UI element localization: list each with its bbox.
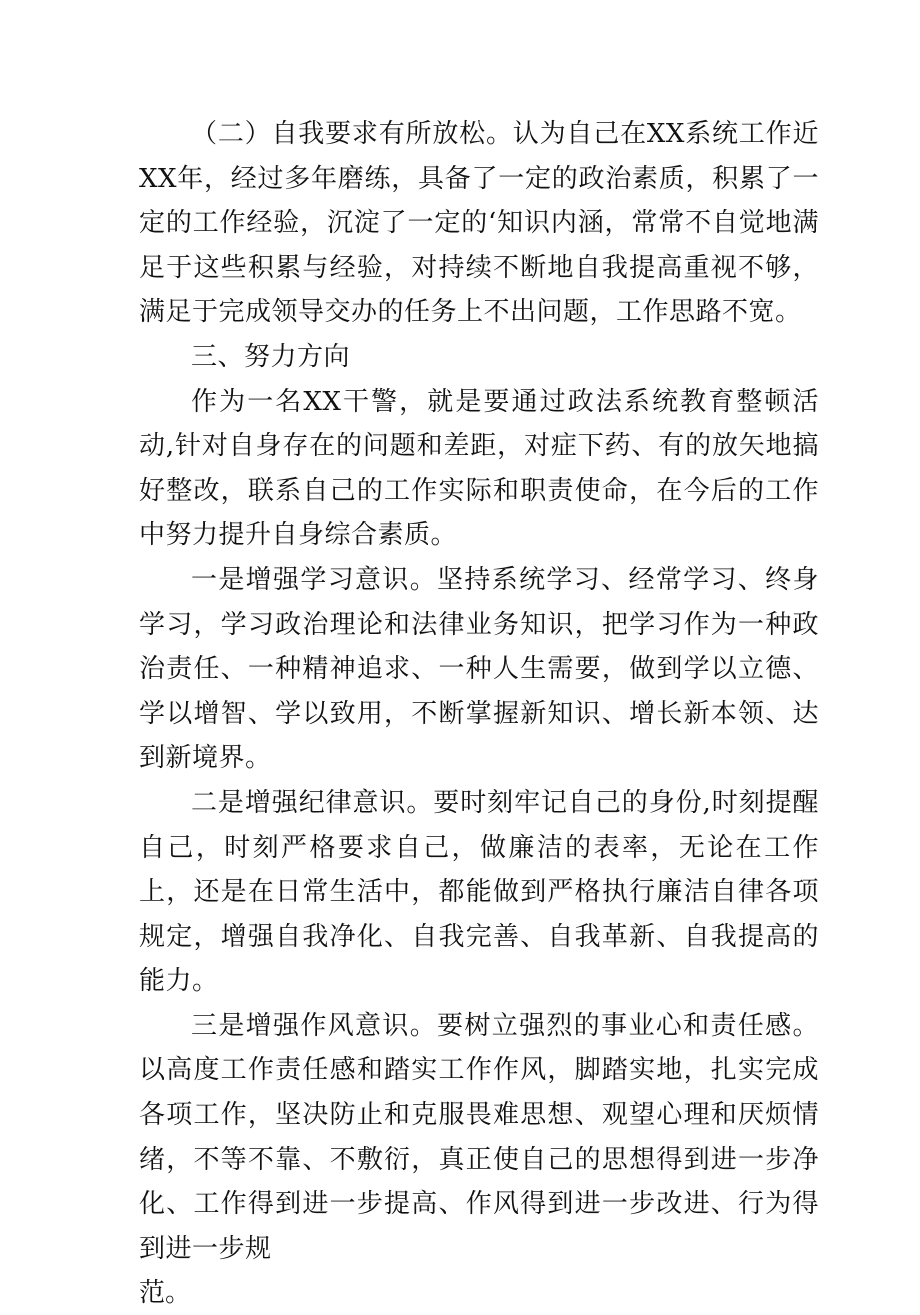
section-heading-direction: 三、努力方向 — [191, 341, 351, 372]
paragraph-work-style: 三是增强作风意识。要树立强烈的事业心和责任感。以高度工作责任感和踏实工作作风，脚踏实地，扎实完成各项工作，坚决防止和克服畏难思想、观望心理和厌烦情绪，不等不靠、不敷衍，真正使自己的思想得到进一步净化、工作得到进一步提高、作风得到进一步改进、行为得到进一步规 — [139, 1010, 819, 1264]
paragraph-tail: 范。 — [139, 1278, 192, 1309]
document-body — [139, 112, 819, 1315]
paragraph-intro-direction: 作为一名XX干警，就是要通过政法系统教育整顿活动,针对自身存在的问题和差距，对症下药、有的放矢地搞好整改，联系自己的工作实际和职责使命，在今后的工作中努力提升自身综合素质。 — [139, 386, 819, 551]
paragraph-discipline: 二是增强纪律意识。要时刻牢记自己的身份,时刻提醒自己，时刻严格要求自己，做廉洁的表率，无论在工作上，还是在日常生活中，都能做到严格执行廉洁自律各项规定，增强自我净化、自我完善、自我革新、自我提高的能力。 — [139, 787, 819, 997]
paragraph-self-requirement: （二）自我要求有所放松。认为自己在XX系统工作近XX年，经过多年磨练，具备了一定的政治素质，积累了一定的工作经验，沉淀了一定的‘知识内涵，常常不自觉地满足于这些积累与经验，对持续不断地自我提高重视不够，满足于完成领导交办的任务上不出问题，工作思路不宽。 — [139, 119, 819, 328]
paragraph-learning: 一是增强学习意识。坚持系统学习、经常学习、终身学习，学习政治理论和法律业务知识，把学习作为一种政治责任、一种精神追求、一种人生需要，做到学以立德、学以增智、学以致用，不断掌握新知识、增长新本领、达到新境界。 — [139, 564, 819, 774]
